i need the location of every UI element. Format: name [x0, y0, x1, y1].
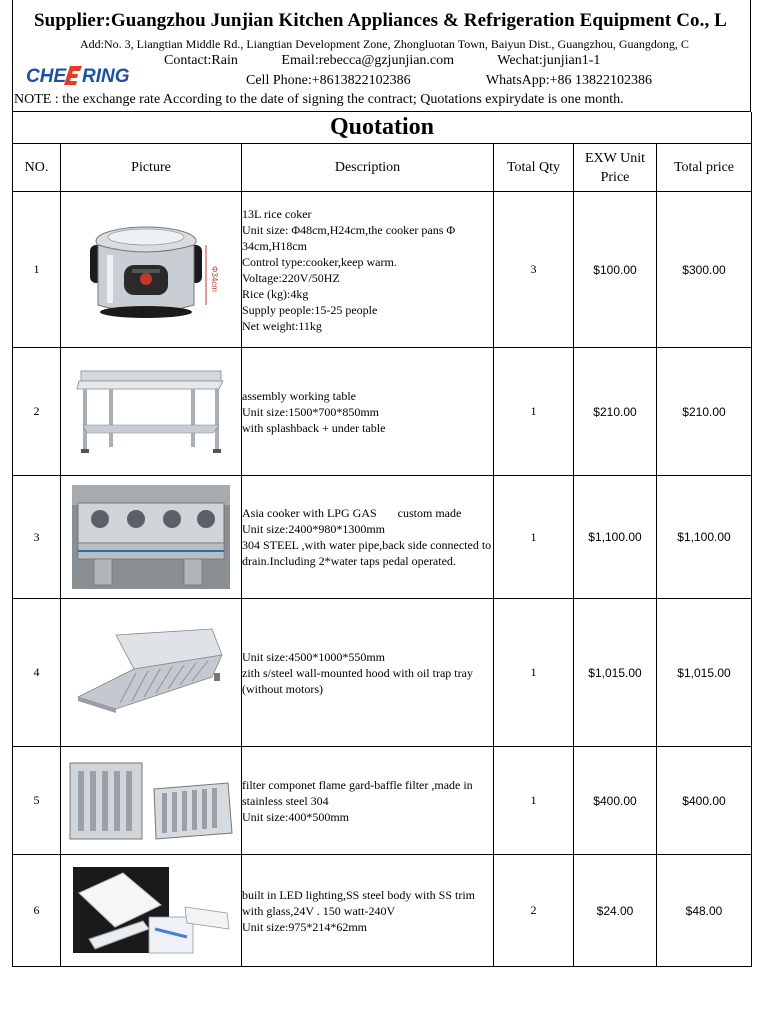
table-row	[13, 192, 752, 348]
row-unit-price: $100.00	[574, 192, 657, 348]
company-logo	[24, 62, 144, 88]
description-line: Asia cooker with LPG GAS custom made	[242, 506, 462, 520]
quotation-table	[12, 143, 752, 967]
pot-size-label: Φ34cm	[210, 265, 219, 292]
contact-person: Contact:Rain	[164, 53, 238, 68]
row-unit-price: $1,015.00	[574, 599, 657, 747]
supplier-name: Supplier:Guangzhou Junjian Kitchen Appliances & Refrigeration Equipment Co., L	[34, 10, 727, 31]
row-description	[242, 747, 494, 855]
description-line: 304 STEEL ,with water pipe,back side connected to drain.Including 2*water taps pedal operated.	[242, 538, 492, 568]
exchange-rate-note: NOTE : the exchange rate According to the date of signing the contract; Quotations expirydate is one month.	[14, 92, 624, 107]
row-qty: 2	[494, 855, 574, 967]
row-total-price: $400.00	[657, 747, 752, 855]
row-picture	[61, 476, 242, 599]
row-no: 2	[13, 348, 61, 476]
header-left-border	[12, 0, 13, 112]
description-line: built in LED lighting,SS steel body with SS trim with glass,24V . 150 watt-240V	[242, 887, 476, 918]
row-qty: 3	[494, 192, 574, 348]
column-header-qty: Total Qty	[494, 144, 574, 192]
row-description	[242, 192, 494, 348]
row-total-price: $210.00	[657, 348, 752, 476]
description-line: Rice (kg):4kg	[242, 286, 309, 301]
column-header-no: NO.	[13, 144, 61, 192]
table-row	[13, 855, 752, 967]
description-line: Voltage:220V/50HZ	[242, 270, 340, 285]
exhaust-hood-image	[76, 625, 226, 721]
description-line: Unit size:4500*1000*550mm	[242, 649, 385, 664]
row-picture	[61, 192, 242, 348]
table-header-row	[13, 144, 752, 192]
column-header-total-price: Total price	[657, 144, 752, 192]
description-line: with splashback + under table	[242, 420, 386, 435]
phone-line	[246, 73, 724, 89]
column-header-unit-price: EXW Unit Price	[574, 144, 657, 192]
row-picture	[61, 599, 242, 747]
working-table-image	[73, 367, 229, 457]
description-line: Unit size: Φ48cm,H24cm,the cooker pans Φ 34cm,H18cm	[242, 222, 456, 253]
row-qty: 1	[494, 348, 574, 476]
quotation-title: Quotation	[12, 112, 752, 144]
table-row	[13, 599, 752, 747]
rice-cooker-image	[76, 215, 226, 325]
row-no: 1	[13, 192, 61, 348]
row-description	[242, 476, 494, 599]
description-line: filter componet flame gard-baffle filter ,made in stainless steel 304	[242, 777, 473, 808]
table-row	[13, 348, 752, 476]
row-total-price: $48.00	[657, 855, 752, 967]
row-picture	[61, 348, 242, 476]
table-row	[13, 476, 752, 599]
row-unit-price: $400.00	[574, 747, 657, 855]
row-no: 6	[13, 855, 61, 967]
row-total-price: $1,100.00	[657, 476, 752, 599]
row-picture	[61, 855, 242, 967]
row-qty: 1	[494, 476, 574, 599]
description-line: 13L rice coker	[242, 206, 312, 221]
row-description	[242, 599, 494, 747]
column-header-picture: Picture	[61, 144, 242, 192]
description-line: Control type:cooker,keep warm.	[242, 254, 397, 269]
column-header-description: Description	[242, 144, 494, 192]
contact-line	[164, 53, 640, 69]
row-unit-price: $24.00	[574, 855, 657, 967]
contact-wechat: Wechat:junjian1-1	[497, 53, 601, 68]
svg-text:CHE: CHE	[26, 66, 67, 87]
table-row	[13, 747, 752, 855]
description-line: zith s/steel wall-mounted hood with oil trap tray (without motors)	[242, 665, 473, 696]
row-picture	[61, 747, 242, 855]
baffle-filter-image	[68, 759, 234, 843]
contact-whatsapp: WhatsApp:+86 13822102386	[485, 73, 653, 88]
description-line: Supply people:15-25 people	[242, 302, 378, 317]
row-no: 4	[13, 599, 61, 747]
row-description	[242, 855, 494, 967]
header-right-border	[750, 0, 751, 112]
quotation-header	[0, 0, 768, 112]
asia-cooker-image	[72, 485, 230, 589]
supplier-address: Add:No. 3, Liangtian Middle Rd., Liangtian Development Zone, Zhongluotan Town, Baiyun Dist., Guangzhou, Guangdong, C	[80, 37, 689, 51]
row-unit-price: $210.00	[574, 348, 657, 476]
description-line: Unit size:975*214*62mm	[242, 919, 367, 934]
row-description	[242, 348, 494, 476]
contact-email: Email:rebecca@gzjunjian.com	[281, 53, 455, 68]
row-no: 5	[13, 747, 61, 855]
contact-cell-phone: Cell Phone:+8613822102386	[246, 73, 411, 88]
description-line: Unit size:2400*980*1300mm	[242, 522, 385, 536]
row-total-price: $300.00	[657, 192, 752, 348]
row-total-price: $1,015.00	[657, 599, 752, 747]
row-no: 3	[13, 476, 61, 599]
row-unit-price: $1,100.00	[574, 476, 657, 599]
description-line: assembly working table	[242, 388, 356, 403]
description-line: Net weight:11kg	[242, 318, 322, 333]
description-line: Unit size:1500*700*850mm	[242, 404, 379, 419]
svg-text:RING: RING	[82, 66, 130, 87]
description-line: Unit size:400*500mm	[242, 809, 349, 824]
row-qty: 1	[494, 747, 574, 855]
row-qty: 1	[494, 599, 574, 747]
led-light-image	[69, 865, 233, 957]
